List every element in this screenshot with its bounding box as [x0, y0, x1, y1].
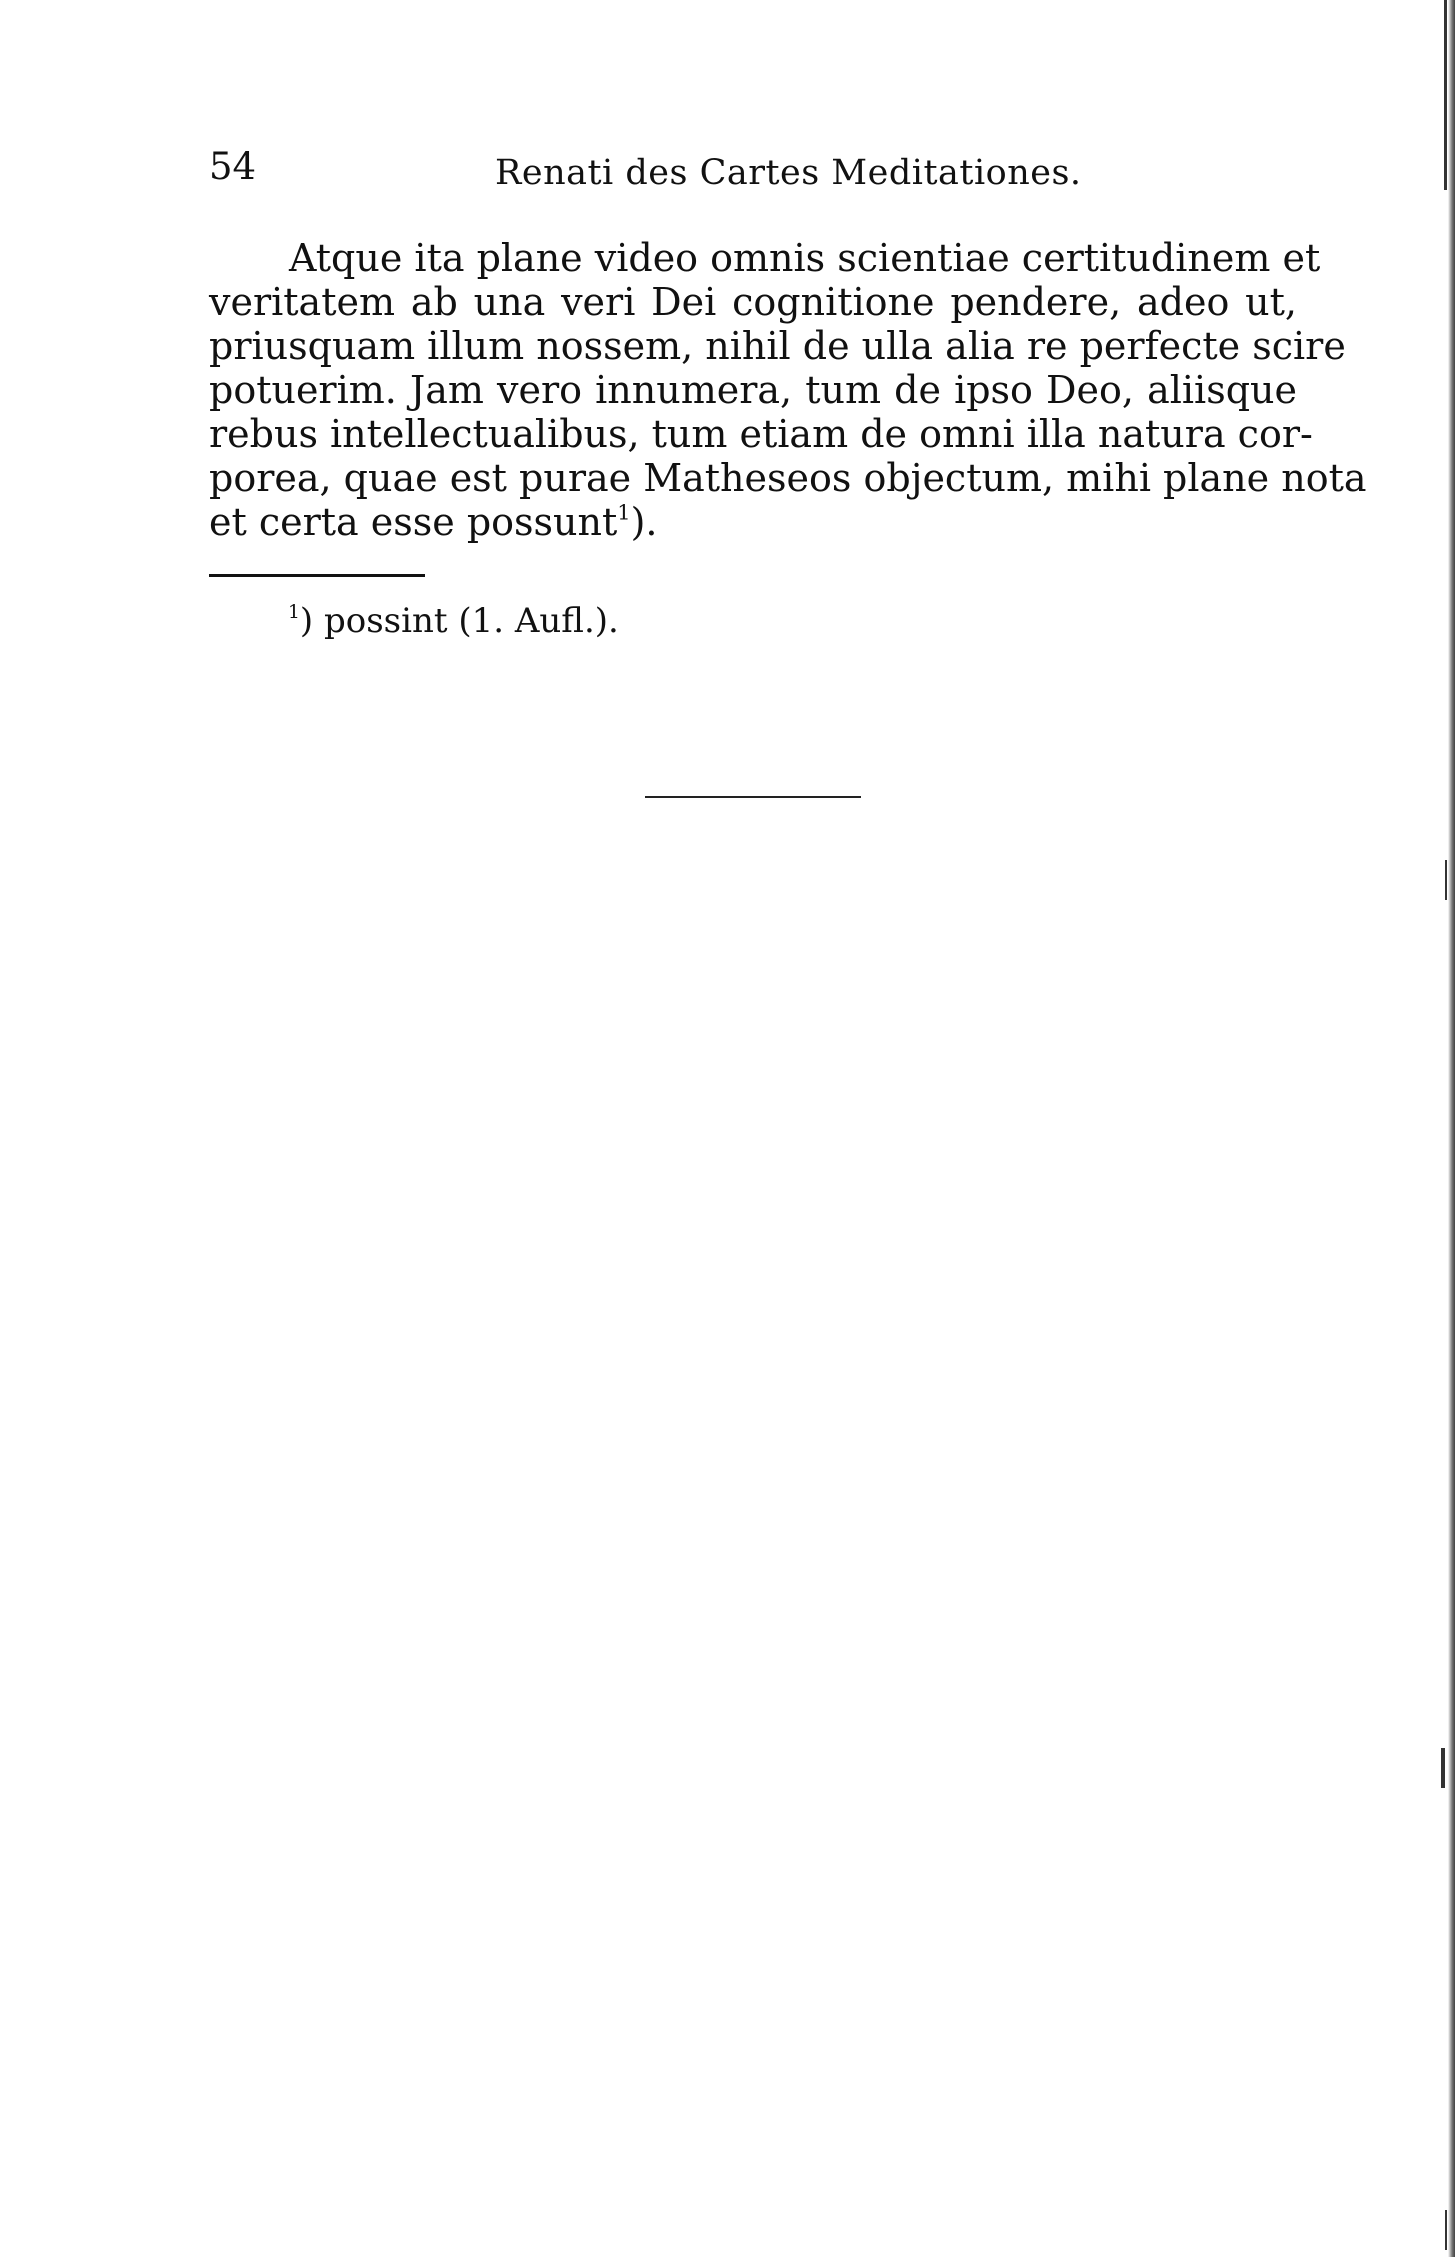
footnote-reference: 1	[617, 500, 631, 525]
paragraph-line: veritatem ab una veri Dei cognitione pendere, adeo ut,	[209, 280, 1297, 324]
paragraph-line: porea, quae est purae Matheseos objectum, mihi plane nota	[209, 456, 1367, 500]
scan-edge-mark	[1445, 860, 1447, 900]
paragraph-line-text: et certa esse possunt	[209, 500, 618, 544]
paragraph-line: potuerim. Jam vero innumera, tum de ipso Deo, aliisque	[209, 368, 1297, 412]
page-number: 54	[209, 145, 257, 188]
footnote-marker: 1	[288, 601, 300, 623]
footnote-separator	[209, 574, 425, 577]
scan-edge-mark	[1444, 0, 1447, 190]
main-paragraph	[209, 236, 1367, 544]
end-of-section-rule	[645, 796, 861, 798]
scan-binding-edge	[1448, 0, 1455, 2257]
footnote	[288, 601, 619, 641]
scan-edge-mark	[1445, 2210, 1447, 2250]
footnote-text: ) possint (1. Aufl.).	[299, 601, 619, 641]
running-title: Renati des Cartes Meditationes.	[495, 153, 1082, 193]
scan-edge-mark	[1441, 1748, 1445, 1788]
paragraph-line: rebus intellectualibus, tum etiam de omni illa natura cor-	[209, 412, 1313, 456]
paragraph-line-tail: ).	[630, 500, 658, 544]
paragraph-line: priusquam illum nossem, nihil de ulla alia re perfecte scire	[209, 324, 1346, 368]
paragraph-line: Atque ita plane video omnis scientiae certitudinem et	[289, 236, 1321, 280]
paragraph-last-line	[209, 500, 1297, 544]
